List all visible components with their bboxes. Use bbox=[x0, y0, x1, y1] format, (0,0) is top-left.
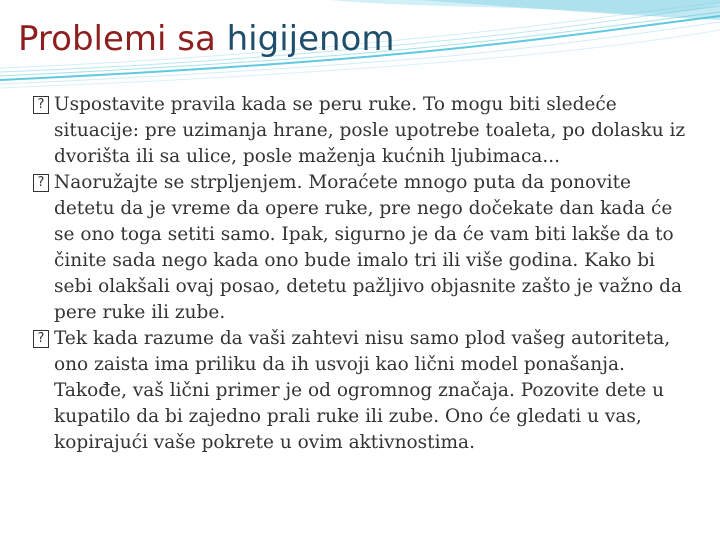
list-item-text: Uspostavite pravila kada se peru ruke. To mogu biti sledeće situacije: pre uzimanja hrane, posle upotrebe toaleta, po dolasku iz dvorišta ili sa ulice, posle maženja kućnih ljubimaca... bbox=[54, 94, 686, 167]
list-item bbox=[32, 92, 692, 170]
missing-glyph-bullet-icon: ? bbox=[33, 330, 49, 348]
list-item bbox=[32, 326, 692, 456]
title-part-2: higijenom bbox=[226, 19, 395, 59]
list-item bbox=[32, 170, 692, 326]
title-part-1: Problemi sa bbox=[18, 19, 227, 59]
missing-glyph-bullet-icon: ? bbox=[33, 96, 49, 114]
missing-glyph-bullet-icon: ? bbox=[33, 174, 49, 192]
bullet-list bbox=[32, 92, 692, 456]
list-item-text: Tek kada razume da vaši zahtevi nisu samo plod vašeg autoriteta, ono zaista ima priliku da ih usvoji kao lični model ponašanja. Takođe, vaš lični primer je od ogromnog značaja. Pozovite dete u kupatilo da bi zajedno prali ruke ili zube. Ono će gledati u vas, kopirajući vaše pokrete u ovim aktivnostima. bbox=[54, 328, 671, 453]
list-item-text: Naoružajte se strpljenjem. Moraćete mnogo puta da ponovite detetu da je vreme da opere ruke, pre nego dočekate dan kada će se ono toga setiti samo. Ipak, sigurno je da će vam biti lakše da to činite sada nego kada ono bude imalo tri ili više godina. Kako bi sebi olakšali ovaj posao, detetu pažljivo objasnite zašto je važno da pere ruke ili zube. bbox=[54, 172, 682, 323]
page-title bbox=[18, 16, 394, 62]
